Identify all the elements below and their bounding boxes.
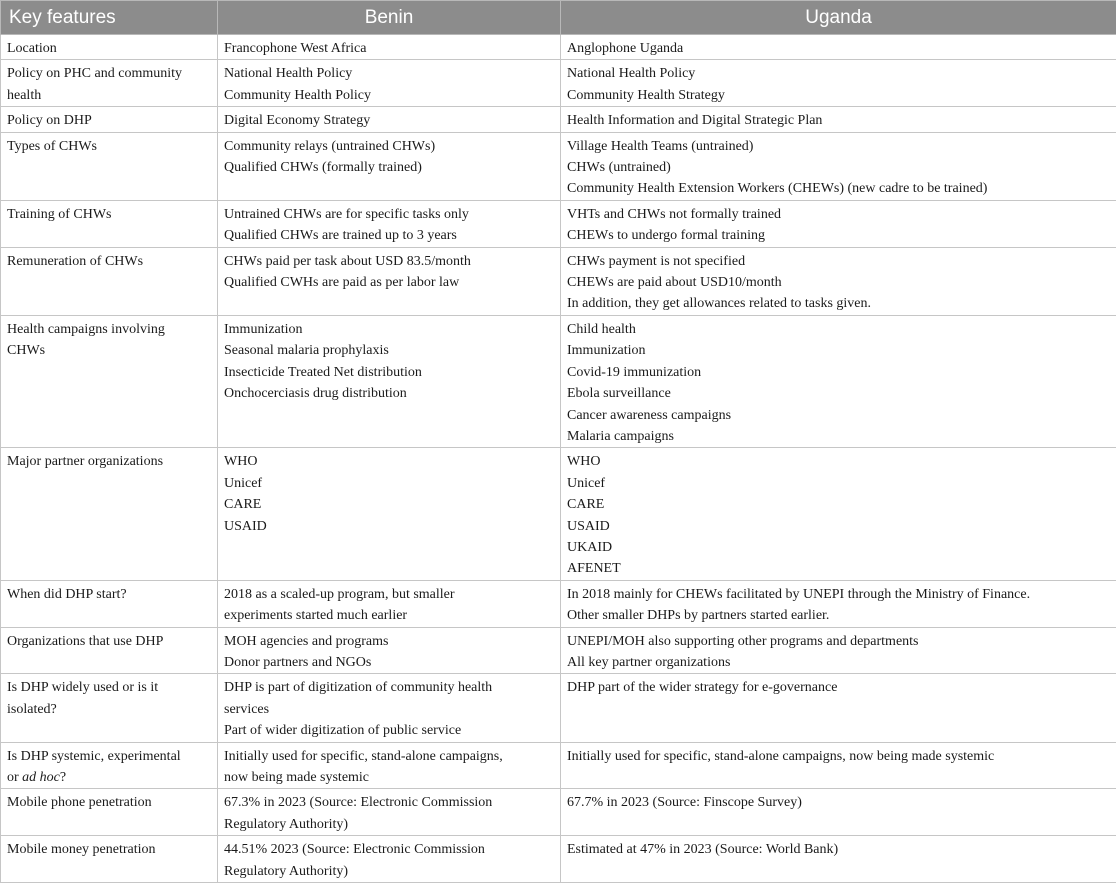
- cell-line: Donor partners and NGOs: [224, 652, 554, 673]
- cell-line: CHEWs are paid about USD10/month: [567, 272, 1110, 293]
- cell-line: Qualified CHWs (formally trained): [224, 157, 554, 178]
- cell-line: Malaria campaigns: [567, 426, 1110, 447]
- cell-line: Insecticide Treated Net distribution: [224, 362, 554, 383]
- uganda-cell: [561, 448, 1116, 580]
- cell-line: Community Health Policy: [224, 85, 554, 106]
- header-row: [1, 1, 1116, 35]
- cell-line: USAID: [567, 516, 1110, 537]
- cell-line: Other smaller DHPs by partners started earlier.: [567, 605, 1110, 626]
- benin-cell: [218, 789, 561, 836]
- cell-line: CARE: [224, 494, 554, 515]
- benin-cell: [218, 35, 561, 60]
- uganda-cell: [561, 674, 1116, 742]
- feature-cell: [1, 448, 218, 580]
- cell-line: WHO: [224, 451, 554, 472]
- cell-line: 67.3% in 2023 (Source: Electronic Commission: [224, 792, 554, 813]
- cell-line: Community Health Strategy: [567, 85, 1110, 106]
- cell-line: Community Health Extension Workers (CHEWs) (new cadre to be trained): [567, 178, 1110, 199]
- feature-cell: [1, 674, 218, 742]
- cell-line: Organizations that use DHP: [7, 631, 211, 652]
- cell-line: When did DHP start?: [7, 584, 211, 605]
- header-uganda: Uganda: [561, 1, 1116, 35]
- benin-cell: [218, 315, 561, 447]
- cell-line: CHWs paid per task about USD 83.5/month: [224, 251, 554, 272]
- cell-line: In 2018 mainly for CHEWs facilitated by UNEPI through the Ministry of Finance.: [567, 584, 1110, 605]
- cell-line: Remuneration of CHWs: [7, 251, 211, 272]
- cell-line: Location: [7, 38, 211, 59]
- benin-cell: [218, 627, 561, 674]
- feature-cell: [1, 789, 218, 836]
- cell-line: In addition, they get allowances related to tasks given.: [567, 293, 1110, 314]
- cell-line: USAID: [224, 516, 554, 537]
- cell-line: Cancer awareness campaigns: [567, 405, 1110, 426]
- cell-line: Estimated at 47% in 2023 (Source: World Bank): [567, 839, 1110, 860]
- table-row: [1, 60, 1116, 107]
- table-row: [1, 627, 1116, 674]
- benin-cell: [218, 247, 561, 315]
- feature-cell: [1, 315, 218, 447]
- cell-line: Covid-19 immunization: [567, 362, 1110, 383]
- header-benin: Benin: [218, 1, 561, 35]
- benin-cell: [218, 200, 561, 247]
- cell-line: CARE: [567, 494, 1110, 515]
- table-row: [1, 836, 1116, 883]
- table-row: [1, 107, 1116, 132]
- feature-cell: [1, 60, 218, 107]
- cell-line: Health campaigns involving: [7, 319, 211, 340]
- cell-line: Unicef: [567, 473, 1110, 494]
- cell-line: Untrained CHWs are for specific tasks only: [224, 204, 554, 225]
- cell-line: Training of CHWs: [7, 204, 211, 225]
- benin-cell: [218, 60, 561, 107]
- cell-line: CHWs: [7, 340, 211, 361]
- cell-line: Anglophone Uganda: [567, 38, 1110, 59]
- feature-cell: [1, 200, 218, 247]
- benin-cell: [218, 742, 561, 789]
- table-row: [1, 35, 1116, 60]
- cell-line: All key partner organizations: [567, 652, 1110, 673]
- cell-line: Mobile phone penetration: [7, 792, 211, 813]
- cell-line: Policy on DHP: [7, 110, 211, 131]
- cell-line: MOH agencies and programs: [224, 631, 554, 652]
- cell-line: Initially used for specific, stand-alone campaigns,: [224, 746, 554, 767]
- cell-line: Qualified CWHs are paid as per labor law: [224, 272, 554, 293]
- uganda-cell: [561, 247, 1116, 315]
- cell-line: DHP part of the wider strategy for e-governance: [567, 677, 1110, 698]
- cell-line: Ebola surveillance: [567, 383, 1110, 404]
- cell-line: AFENET: [567, 558, 1110, 579]
- cell-line: Onchocerciasis drug distribution: [224, 383, 554, 404]
- feature-cell: [1, 107, 218, 132]
- header-key-features: Key features: [1, 1, 218, 35]
- cell-line: National Health Policy: [224, 63, 554, 84]
- cell-line: 44.51% 2023 (Source: Electronic Commission: [224, 839, 554, 860]
- benin-cell: [218, 132, 561, 200]
- cell-line: Regulatory Authority): [224, 814, 554, 835]
- benin-cell: [218, 674, 561, 742]
- cell-line: UKAID: [567, 537, 1110, 558]
- cell-line: National Health Policy: [567, 63, 1110, 84]
- table-row: [1, 315, 1116, 447]
- uganda-cell: [561, 107, 1116, 132]
- feature-cell: [1, 742, 218, 789]
- uganda-cell: [561, 60, 1116, 107]
- table-row: [1, 247, 1116, 315]
- cell-line: Qualified CHWs are trained up to 3 years: [224, 225, 554, 246]
- cell-line: UNEPI/MOH also supporting other programs and departments: [567, 631, 1110, 652]
- cell-line: experiments started much earlier: [224, 605, 554, 626]
- cell-line: CHEWs to undergo formal training: [567, 225, 1110, 246]
- cell-line: Regulatory Authority): [224, 861, 554, 882]
- cell-line: Is DHP systemic, experimental: [7, 746, 211, 767]
- cell-line: Mobile money penetration: [7, 839, 211, 860]
- feature-cell: [1, 836, 218, 883]
- feature-cell: [1, 35, 218, 60]
- cell-line: Policy on PHC and community: [7, 63, 211, 84]
- table-row: [1, 789, 1116, 836]
- cell-line: Unicef: [224, 473, 554, 494]
- table-body: [1, 35, 1116, 883]
- uganda-cell: [561, 836, 1116, 883]
- table-row: [1, 742, 1116, 789]
- table-row: [1, 132, 1116, 200]
- cell-line: isolated?: [7, 699, 211, 720]
- cell-line: Initially used for specific, stand-alone campaigns, now being made systemic: [567, 746, 1110, 767]
- cell-line: Community relays (untrained CHWs): [224, 136, 554, 157]
- cell-line: Health Information and Digital Strategic Plan: [567, 110, 1110, 131]
- cell-line: Francophone West Africa: [224, 38, 554, 59]
- cell-line: Child health: [567, 319, 1110, 340]
- uganda-cell: [561, 627, 1116, 674]
- italic-term: ad hoc: [22, 770, 60, 785]
- uganda-cell: [561, 35, 1116, 60]
- cell-line: CHWs payment is not specified: [567, 251, 1110, 272]
- feature-cell: [1, 580, 218, 627]
- cell-line: Major partner organizations: [7, 451, 211, 472]
- cell-line: DHP is part of digitization of community health: [224, 677, 554, 698]
- cell-line: Immunization: [567, 340, 1110, 361]
- benin-cell: [218, 107, 561, 132]
- cell-line: VHTs and CHWs not formally trained: [567, 204, 1110, 225]
- cell-line: Digital Economy Strategy: [224, 110, 554, 131]
- uganda-cell: [561, 580, 1116, 627]
- cell-line: Part of wider digitization of public service: [224, 720, 554, 741]
- cell-line: 67.7% in 2023 (Source: Finscope Survey): [567, 792, 1110, 813]
- cell-line: or ad hoc?: [7, 767, 211, 788]
- cell-line: Village Health Teams (untrained): [567, 136, 1110, 157]
- uganda-cell: [561, 132, 1116, 200]
- table-row: [1, 674, 1116, 742]
- cell-line: health: [7, 85, 211, 106]
- cell-line: now being made systemic: [224, 767, 554, 788]
- table-row: [1, 448, 1116, 580]
- cell-line: CHWs (untrained): [567, 157, 1110, 178]
- uganda-cell: [561, 789, 1116, 836]
- cell-line: 2018 as a scaled-up program, but smaller: [224, 584, 554, 605]
- feature-cell: [1, 132, 218, 200]
- cell-line: Is DHP widely used or is it: [7, 677, 211, 698]
- benin-cell: [218, 448, 561, 580]
- uganda-cell: [561, 200, 1116, 247]
- table-row: [1, 200, 1116, 247]
- benin-cell: [218, 580, 561, 627]
- cell-line: Seasonal malaria prophylaxis: [224, 340, 554, 361]
- benin-cell: [218, 836, 561, 883]
- cell-line: Types of CHWs: [7, 136, 211, 157]
- uganda-cell: [561, 315, 1116, 447]
- cell-line: services: [224, 699, 554, 720]
- uganda-cell: [561, 742, 1116, 789]
- cell-line: Immunization: [224, 319, 554, 340]
- cell-line: WHO: [567, 451, 1110, 472]
- feature-cell: [1, 627, 218, 674]
- feature-cell: [1, 247, 218, 315]
- table-row: [1, 580, 1116, 627]
